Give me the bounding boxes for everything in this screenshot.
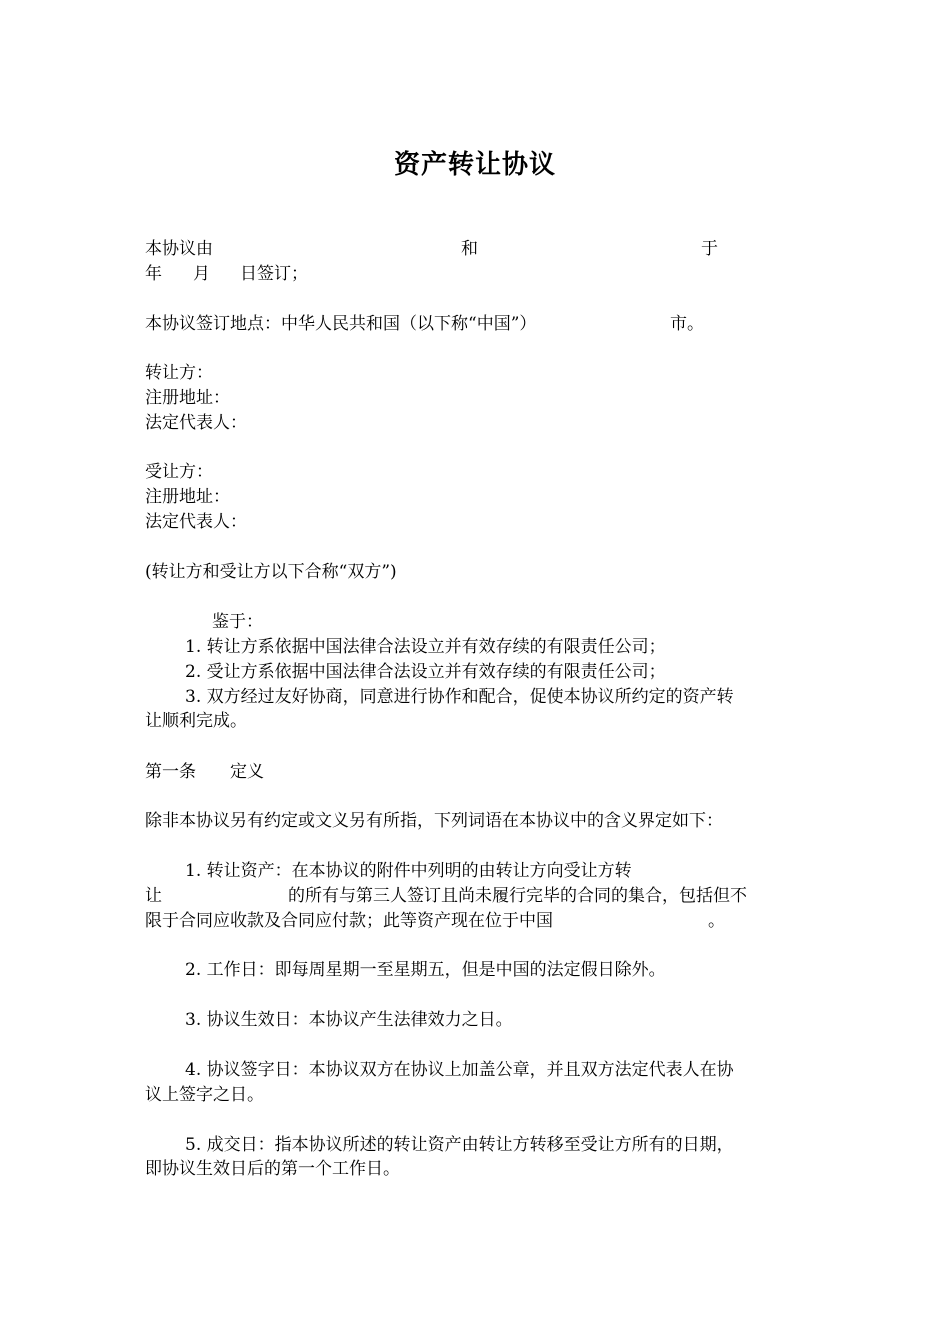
whereas-item-3: 3. 双方经过友好协商，同意进行协作和配合，促使本协议所约定的资产转 (185, 687, 734, 707)
def5-line1: 5. 成交日：指本协议所述的转让资产由转让方转移至受让方所有的日期， (185, 1135, 734, 1155)
def2: 2. 工作日：即每周星期一至星期五，但是中国的法定假日除外。 (185, 960, 666, 980)
location-suffix: 市。 (670, 314, 704, 334)
document-title: 资产转让协议 (393, 150, 556, 180)
article-name: 定义 (230, 762, 264, 782)
transferee-label: 受让方： (145, 462, 213, 482)
whereas-item-2: 2. 受让方系依据中国法律合法设立并有效存续的有限责任公司； (185, 662, 666, 682)
intro-part3: 于 (701, 239, 718, 259)
whereas-item-1: 1. 转让方系依据中国法律合法设立并有效存续的有限责任公司； (185, 637, 666, 657)
transferor-address: 注册地址： (145, 388, 230, 408)
location-prefix: 本协议签订地点：中华人民共和国（以下称“中国”） (145, 314, 537, 334)
def1-line1: 1. 转让资产：在本协议的附件中列明的由转让方向受让方转 (185, 861, 632, 881)
intro-part1: 本协议由 (145, 239, 213, 259)
def4-line1: 4. 协议签字日：本协议双方在协议上加盖公章，并且双方法定代表人在协 (185, 1060, 734, 1080)
def1-line2a: 让 (145, 886, 162, 906)
transferee-rep: 法定代表人： (145, 512, 247, 532)
transferor-label: 转让方： (145, 363, 213, 383)
intro-day-signed: 日签订； (240, 264, 308, 284)
transferor-rep: 法定代表人： (145, 413, 247, 433)
parties-note: (转让方和受让方以下合称“双方”) (145, 562, 397, 582)
def4-line2: 议上签字之日。 (145, 1085, 264, 1105)
intro-part2: 和 (461, 239, 478, 259)
def1-line2b: 的所有与第三人签订且尚未履行完毕的合同的集合，包括但不 (288, 886, 747, 906)
whereas-item-3-cont: 让顺利完成。 (145, 711, 247, 731)
intro-month: 月 (193, 264, 210, 284)
intro-year: 年 (145, 264, 162, 284)
transferee-address: 注册地址： (145, 487, 230, 507)
article-intro: 除非本协议另有约定或文义另有所指，下列词语在本协议中的含义界定如下： (145, 811, 723, 831)
whereas-heading: 鉴于： (212, 612, 263, 632)
def3: 3. 协议生效日：本协议产生法律效力之日。 (185, 1010, 513, 1030)
def5-line2: 即协议生效日后的第一个工作日。 (145, 1159, 400, 1179)
def1-line3a: 限于合同应收款及合同应付款；此等资产现在位于中国 (145, 911, 553, 931)
def1-line3b: 。 (708, 911, 725, 931)
article-number: 第一条 (145, 762, 196, 782)
